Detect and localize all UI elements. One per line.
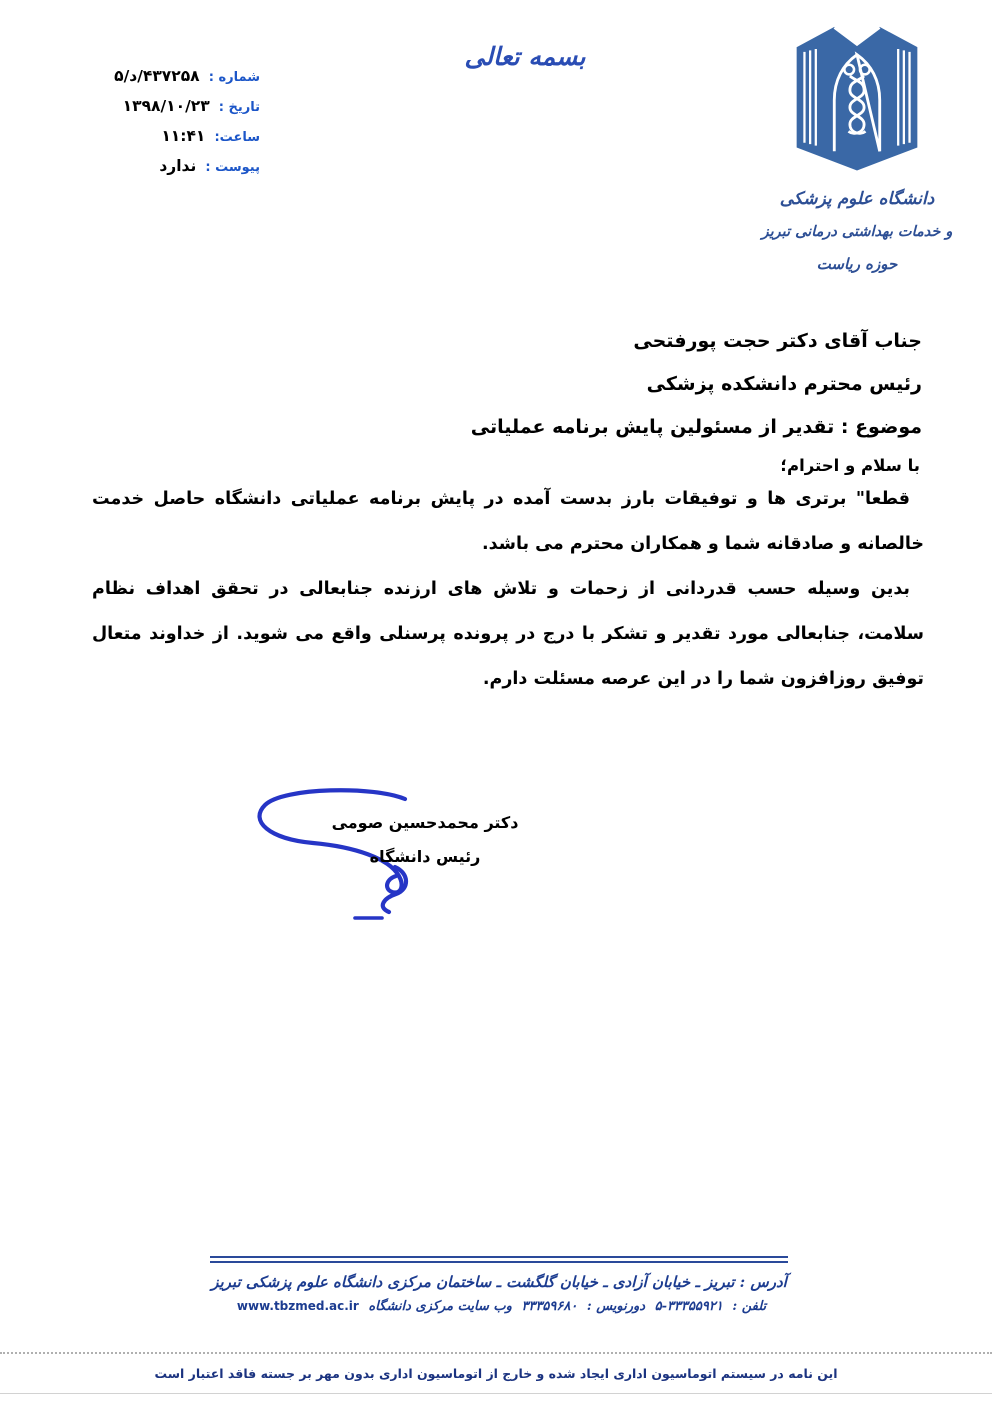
meta-number-label: شماره : (208, 70, 260, 85)
salutation: با سلام و احترام؛ (780, 456, 920, 475)
letter-meta (84, 66, 260, 186)
meta-attachment-value: ندارد (159, 157, 197, 175)
website-url: www.tbzmed.ac.ir (236, 1299, 359, 1313)
signatory-name: دکتر محمدحسین صومی (331, 813, 519, 832)
meta-attachment-label: پیوست : (205, 160, 260, 175)
meta-date (84, 96, 260, 115)
meta-time-value: ۱۱:۴۱ (161, 127, 206, 145)
footer-double-rule (210, 1256, 788, 1263)
fax-label: دورنویس : (586, 1299, 646, 1314)
footer-contact-line (210, 1299, 788, 1314)
signatory-title: رئیس دانشگاه (369, 847, 481, 866)
signature-block (330, 806, 520, 874)
org-name-line2: و خدمات بهداشتی درمانی تبریز (761, 223, 953, 240)
meta-attachment (84, 156, 260, 175)
letter-body (92, 477, 924, 702)
meta-time (84, 126, 260, 145)
fax-value: ۳۳۳۵۹۶۸۰ (521, 1299, 578, 1314)
body-paragraph-1: قطعا" برتری ها و توفیقات بارز بدست آمده در پایش برنامه عملیاتی دانشگاه حاصل خدمت خالصانه و صادقانه شما و همکاران محترم می باشد. (92, 489, 924, 554)
body-paragraph-2: بدین وسیله حسب قدردانی از زحمات و تلاش های ارزنده جنابعالی در تحقق اهداف نظام سلامت، جنابعالی مورد تقدیر و تشکر با درج در پرونده پرسنلی واقع می شوید. از خداوند متعال توفیق روزافزون شما را در این عرصه مسئلت دارم. (92, 579, 924, 689)
meta-number-value: ۴۳۷۲۵۸/د/۵ (114, 67, 200, 85)
letter-footer (210, 1256, 788, 1314)
recipient-title: رئیس محترم دانشکده پزشکی (646, 373, 922, 395)
university-logo-block (750, 22, 964, 280)
phone-value: ۳۳۳۵۵۹۲۱-۵ (654, 1299, 723, 1314)
org-name-line3: حوزه ریاست (816, 255, 898, 273)
recipient-name: جناب آقای دکتر حجت پورفتحی (633, 330, 922, 352)
university-logo-icon (786, 22, 928, 174)
phone-label: تلفن : (732, 1299, 767, 1314)
meta-date-label: تاریخ : (218, 100, 260, 115)
recipient-block (471, 320, 922, 449)
footer-address: آدرس : تبریز ـ خیابان آزادی ـ خیابان گلگشت ـ ساختمان مرکزی دانشگاه علوم پزشکی تبریز (211, 1273, 787, 1291)
org-name-line1: دانشگاه علوم پزشکی (779, 189, 935, 209)
automation-disclaimer: این نامه در سیستم اتوماسیون اداری ایجاد شده و خارج از اتوماسیون اداری بدون مهر بر جسته فاقد اعتبار است (0, 1352, 992, 1394)
website-label: وب سایت مرکزی دانشگاه (368, 1299, 512, 1314)
subject-line: موضوع : تقدیر از مسئولین پایش برنامه عملیاتی (470, 416, 922, 438)
meta-time-label: ساعت: (214, 130, 260, 145)
meta-number (84, 66, 260, 85)
besmellah-calligraphy: بسمه تعالی (464, 42, 586, 71)
meta-date-value: ۱۳۹۸/۱۰/۲۳ (122, 97, 210, 115)
